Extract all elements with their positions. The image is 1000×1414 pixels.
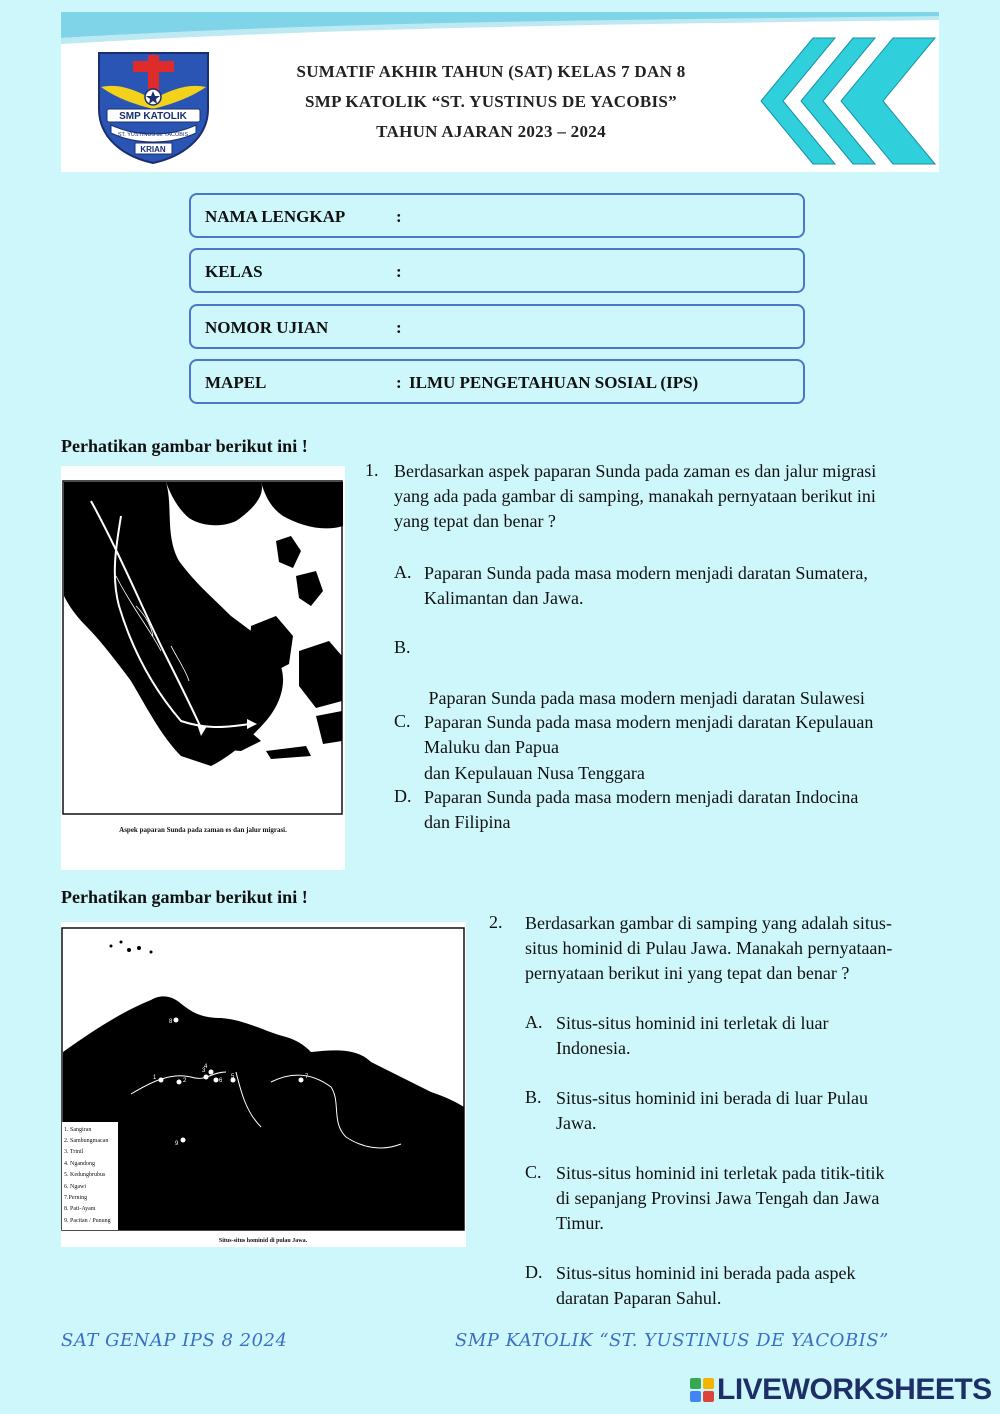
field-label-kelas: KELAS [205,262,263,281]
q2-option-a-letter: A. [525,1012,543,1032]
question-2-text [525,911,892,986]
footer-left: SAT GENAP IPS 8 2024 [61,1330,288,1351]
legend-entry: 2. Sambungmacan [64,1138,109,1144]
figure-java-hominid-sites [61,922,466,1247]
option-line: daratan Paparan Sahul. [556,1288,722,1308]
legend-entry: 4. Ngandong [64,1161,95,1167]
liveworksheets-wordmark: LIVEWORKSHEETS [717,1373,992,1406]
q1-option-a[interactable] [424,561,868,611]
svg-text:6: 6 [219,1078,223,1084]
field-colon: : [396,262,402,281]
logo-text-top: SMP KATOLIK [119,111,187,122]
banner-title-block [231,57,751,147]
q1-option-c-letter: C. [394,711,411,731]
svg-text:9: 9 [175,1141,179,1147]
question-2-line: pernyataan berikut ini yang tepat dan benar ? [525,963,850,983]
svg-text:8: 8 [169,1019,173,1025]
option-line: Situs-situs hominid ini berada di luar Pulau [556,1088,868,1108]
q1-option-d[interactable] [424,785,858,835]
kelas-input[interactable] [413,256,797,288]
legend-entry: 6. Ngawi [64,1184,86,1190]
field-label-nomor-ujian: NOMOR UJIAN [205,318,329,337]
svg-text:2: 2 [183,1078,187,1084]
option-line: dan Filipina [424,812,511,832]
option-line: Indonesia. [556,1038,631,1058]
question-2-line: Berdasarkan gambar di samping yang adalah situs- [525,913,892,933]
chevron-decoration-icon [753,34,939,168]
legend-entry: 5. Kedungbrubus [64,1172,106,1178]
figure-caption-q2: Situs-situs hominid di pulau Jawa. [218,1238,308,1244]
option-line: Paparan Sunda pada masa modern menjadi daratan Sulawesi [424,688,865,708]
option-line: Timur. [556,1213,604,1233]
question-1-line: Berdasarkan aspek paparan Sunda pada zaman es dan jalur migrasi [394,461,877,481]
q2-option-d-letter: D. [525,1262,543,1282]
q1-option-b-letter: B. [394,637,411,657]
figure-caption-q1: Aspek paparan Sunda pada zaman es dan jalur migrasi. [119,826,287,834]
option-line: Paparan Sunda pada masa modern menjadi daratan Kepulauan [424,712,874,732]
legend-entry: 8. Pati-Ayam [64,1206,96,1212]
footer-right: SMP KATOLIK “ST. YUSTINUS DE YACOBIS” [455,1330,889,1351]
legend-entry: 3. Trinil [64,1149,84,1155]
svg-text:7: 7 [305,1074,309,1080]
svg-text:1: 1 [153,1075,157,1081]
legend-entry: 9. Pacitan / Punung [64,1218,111,1224]
q2-option-c-letter: C. [525,1162,542,1182]
option-line: Paparan Sunda pada masa modern menjadi daratan Indocina [424,787,859,807]
question-1-line: yang tepat dan benar ? [394,511,556,531]
q1-option-d-letter: D. [394,786,412,806]
figure-sunda-shelf [61,466,345,870]
nomor-ujian-input[interactable] [413,312,797,344]
q1-option-c[interactable] [424,710,873,760]
field-mapel [189,359,805,404]
question-1-line: yang ada pada gambar di samping, manakah pernyataan berikut ini [394,486,876,506]
option-line: Paparan Sunda pada masa modern menjadi daratan Sumatera, [424,563,868,583]
q2-option-b[interactable] [556,1086,868,1136]
svg-text:3: 3 [202,1068,206,1074]
q1-option-a-letter: A. [394,562,412,582]
svg-text:4: 4 [204,1064,208,1070]
q2-option-c[interactable] [556,1161,884,1236]
question-1-text [394,459,876,534]
header-banner [61,12,939,172]
field-colon: : [396,318,402,337]
banner-line-2: SMP KATOLIK “ST. YUSTINUS DE YACOBIS” [305,92,677,111]
school-logo [91,47,216,165]
field-label-nama-lengkap: NAMA LENGKAP [205,207,346,226]
logo-text-bottom: KRIAN [140,145,166,154]
q2-option-d[interactable] [556,1261,855,1311]
sunda-shelf-map [61,466,345,870]
svg-text:5: 5 [231,1074,235,1080]
legend-entry: 1. Sangiran [64,1127,92,1133]
java-hominid-map [61,922,466,1247]
field-label-mapel: MAPEL [205,373,267,392]
q2-option-a[interactable] [556,1011,828,1061]
option-line: Jawa. [556,1113,597,1133]
field-nama-lengkap [189,193,805,238]
field-kelas [189,248,805,293]
option-line: Kalimantan dan Jawa. [424,588,584,608]
liveworksheets-brand[interactable] [690,1372,990,1408]
banner-line-1: SUMATIF AKHIR TAHUN (SAT) KELAS 7 DAN 8 [296,62,686,81]
logo-text-mid: ST. YUSTINUS de YACOBIS [117,132,189,138]
field-colon: : [396,207,402,226]
field-value-mapel: ILMU PENGETAHUAN SOSIAL (IPS) [409,373,699,392]
question-number-1: 1. [365,460,379,480]
option-line: di sepanjang Provinsi Jawa Tengah dan Jawa [556,1188,880,1208]
instruction-q1: Perhatikan gambar berikut ini ! [61,436,308,456]
option-line: dan Kepulauan Nusa Tenggara [424,763,645,783]
q2-option-b-letter: B. [525,1087,542,1107]
option-line: Situs-situs hominid ini terletak di luar [556,1013,829,1033]
instruction-q2: Perhatikan gambar berikut ini ! [61,887,308,907]
field-nomor-ujian [189,304,805,349]
question-number-2: 2. [489,912,503,932]
option-line: Maluku dan Papua [424,737,559,757]
question-2-line: situs hominid di Pulau Jawa. Manakah pernyataan- [525,938,893,958]
field-colon: : [396,373,402,392]
option-line: Situs-situs hominid ini terletak pada titik-titik [556,1163,885,1183]
banner-line-3: TAHUN AJARAN 2023 – 2024 [376,122,606,141]
legend-entry: 7.Perning [64,1195,88,1201]
liveworksheets-logo-icon [690,1378,714,1402]
option-line: Situs-situs hominid ini berada pada aspek [556,1263,856,1283]
nama-lengkap-input[interactable] [413,201,797,233]
